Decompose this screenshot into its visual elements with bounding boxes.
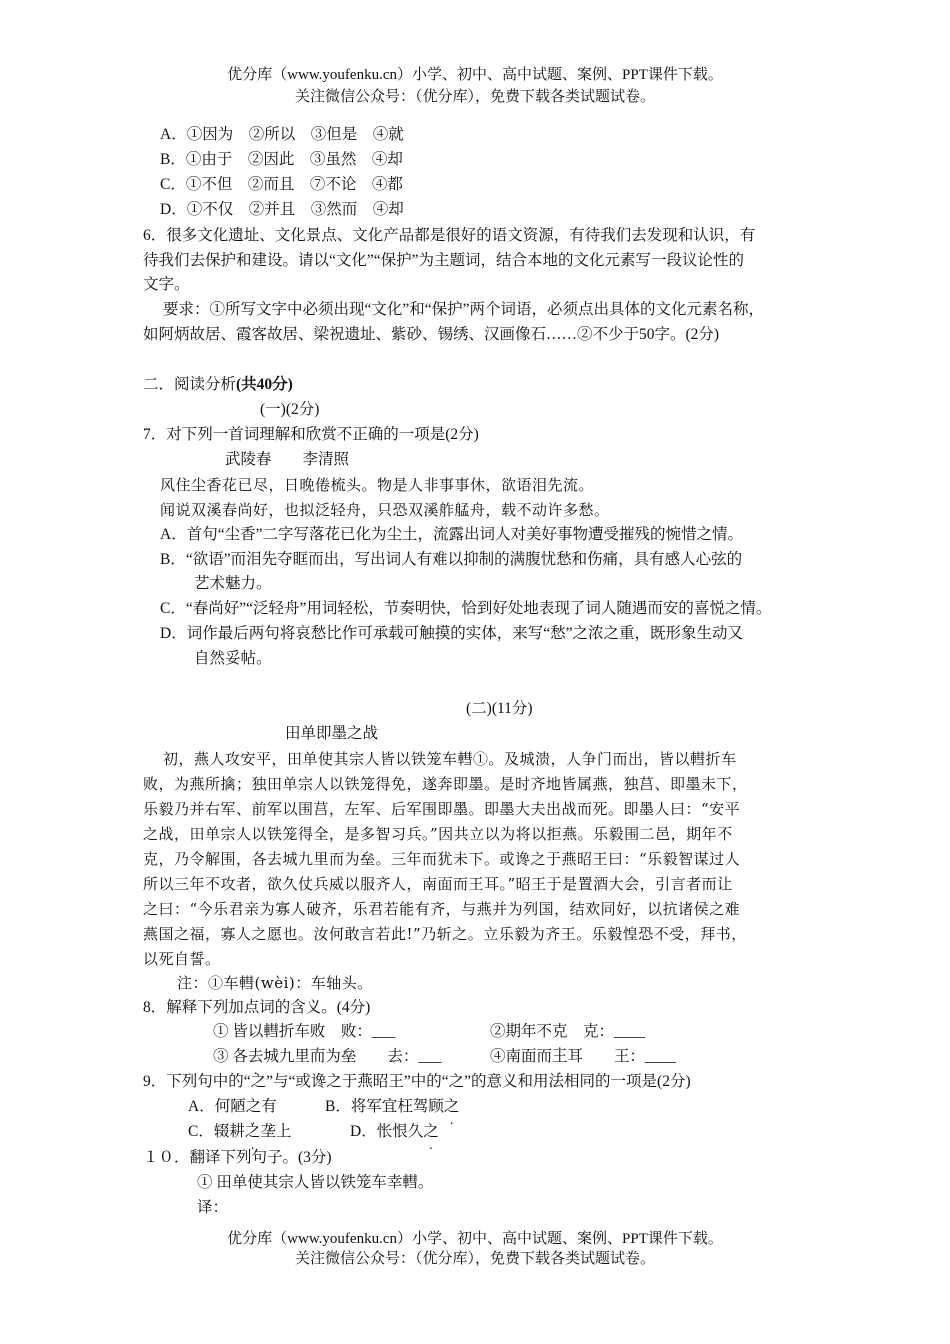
- passage-line: 燕国之福，寡人之愿也。汝何敢言若此!”乃斩之。立乐毅为齐王。乐毅惶恐不受，拜书，: [143, 925, 747, 943]
- q6-line-1: 6．很多文化遗址、文化景点、文化产品都是很好的语文资源，有待我们去发现和认识，有: [143, 227, 756, 244]
- q5-option-c: C．①不但 ②而且 ⑦不论 ④都: [160, 176, 403, 193]
- q10-translate-label: 译：: [197, 1199, 229, 1216]
- q9-option-b: [325, 1096, 459, 1118]
- footer-line-2: 关注微信公众号：（优分库），免费下载各类试题试卷。: [294, 1251, 655, 1267]
- part-1-heading: (一)(2分): [260, 401, 320, 418]
- part-2-heading: (二)(11分): [466, 700, 533, 717]
- dotted-word: 之: [245, 1098, 262, 1115]
- q8-item-1-answer: 败：___: [325, 1023, 396, 1040]
- passage-line: 之战，田单宗人以铁笼得全，是多智习兵。”因共立以为将以拒燕。乐毅围二邑，期年不: [143, 825, 733, 843]
- q7-option-c: C．“春尚好”“泛轻舟”用词轻松，节奏明快，恰到好处地表现了词人随遇而安的喜悦之情。: [160, 600, 772, 617]
- section-2-title: [143, 374, 293, 396]
- dotted-word: 之: [443, 1098, 460, 1115]
- passage-line: 以死自誓。: [143, 950, 221, 968]
- poem-title: 武陵春 李清照: [225, 451, 350, 468]
- q8-item-2-text: ②期年不: [490, 1023, 553, 1040]
- q7-stem: 7．对下列一首词理解和欣赏不正确的一项是(2分): [143, 426, 479, 443]
- header-line-2: 关注微信公众号：（优分库），免费下载各类试题试卷。: [294, 89, 655, 105]
- passage-line: 败，为燕所擒；独田单宗人以铁笼得免，遂奔即墨。是时齐地皆属燕，独莒、即墨未下，: [143, 775, 748, 793]
- poem-line-2: 闻说双溪春尚好，也拟泛轻舟，只恐双溪舴艋舟，载不动许多愁。: [160, 501, 610, 519]
- passage-line: 初，燕人攻安平，田单使其宗人皆以铁笼车轊①。及城溃，人争门而出，皆以轊折车: [163, 750, 737, 768]
- q9-option-a-tail: 有: [261, 1098, 277, 1115]
- q9-stem: 9．下列句中的“之”与“或谗之于燕昭王”中的“之”的意义和用法相同的一项是(2分): [143, 1073, 691, 1090]
- poem-line-1: 风住尘香花已尽，日晚倦梳头。物是人非事事休，欲语泪先流。: [160, 476, 595, 494]
- section-2-title-text: 二．阅读分析: [143, 376, 237, 393]
- q8-item-4-text: ④南面而: [490, 1048, 553, 1065]
- q7-option-b-line-1: B．“欲语”而泪先夺眶而出，写出词人有难以抑制的满腹忧愁和伤痛，具有感人心弦的: [160, 551, 743, 568]
- footer-line-1: 优分库（www.youfenku.cn）小学、初中、高中试题、案例、PPT课件下载。: [227, 1231, 723, 1247]
- q8-item-3: [213, 1046, 442, 1068]
- q6-line-3: 文字。: [143, 276, 190, 293]
- q8-item-4: [490, 1046, 676, 1068]
- q9-option-d-text: D．怅恨久: [350, 1123, 424, 1140]
- dotted-word: 王: [552, 1048, 568, 1065]
- q8-item-1: [213, 1021, 395, 1043]
- q5-option-b: B．①由于 ②因此 ③虽然 ④却: [160, 151, 403, 168]
- dotted-word: 之: [244, 1123, 261, 1140]
- q10-stem: １０．翻译下列句子。(3分): [143, 1149, 332, 1166]
- q9-option-c: [188, 1121, 291, 1143]
- passage-line: 乐毅乃并右军、前军以围莒，左军、后军围即墨。即墨大夫出战而死。即墨人曰：“安平: [143, 800, 741, 818]
- q5-option-d: D．①不仅 ②并且 ③然而 ④却: [160, 201, 404, 218]
- q8-item-3-answer: 城九里而为垒 去：___: [263, 1048, 442, 1065]
- passage-line: 之曰：“今乐君亲为寡人破齐，乐君若能有齐，与燕并为列国，结欢同好，以抗诸侯之难: [143, 900, 741, 918]
- dotted-word: 去: [247, 1048, 264, 1065]
- q9-option-b-text: B．将军宜枉驾顾: [325, 1098, 444, 1115]
- q6-requirement-2: 如阿炳故居、霞客故居、梁祝遗址、紫砂、锡绣、汉画像石……②不少于50字。(2分): [143, 326, 720, 343]
- passage-line: 所以三年不攻者，欲久仗兵威以服齐人，南面而王耳。”昭王于是置酒大会，引言者而让: [143, 875, 733, 893]
- q7-option-d-line-2: 自然妥帖。: [194, 650, 272, 667]
- q8-item-1-text: ① 皆以轊折车: [213, 1023, 310, 1040]
- dotted-word: 克: [552, 1023, 568, 1040]
- q6-requirement-1: 要求：①所写文字中必须出现“文化”和“保护”两个词语，必须点出具体的文化元素名称，: [163, 301, 765, 318]
- dotted-word: 之: [423, 1123, 439, 1140]
- q6-line-2: 待我们去保护和建设。请以“文化”“保护”为主题词，结合本地的文化元素写一段议论性的: [143, 252, 745, 269]
- q7-option-b-line-2: 艺术魅力。: [194, 575, 272, 592]
- q9-option-a-text: A．何陋: [188, 1098, 246, 1115]
- q7-option-d-line-1: D．词作最后两句将哀愁比作可承载可触摸的实体，来写“愁”之浓之重，既形象生动又: [160, 625, 743, 642]
- q8-item-4-answer: 耳 王：____: [567, 1048, 677, 1065]
- q9-option-c-text: C．辍耕: [188, 1123, 245, 1140]
- q8-item-2: [490, 1021, 645, 1043]
- q8-item-2-answer: 克：____: [567, 1023, 646, 1040]
- passage-note: 注：①车轊(wèi)：车轴头。: [177, 974, 373, 992]
- q10-item-1: ① 田单使其宗人皆以铁笼车幸轊。: [197, 1174, 434, 1191]
- q9-option-c-tail: 垄上: [260, 1123, 292, 1140]
- header-line-1: 优分库（www.youfenku.cn）小学、初中、高中试题、案例、PPT课件下载。: [227, 67, 723, 83]
- q8-stem: 8．解释下列加点词的含义。(4分): [143, 999, 371, 1016]
- passage-line: 克，乃令解围，各去城九里而为垒。三年而犹未下。或谗之于燕昭王曰：“乐毅智谋过人: [143, 850, 741, 868]
- q7-option-a: A．首句“尘香”二字写落花已化为尘土，流露出词人对美好事物遭受摧残的惋惜之情。: [160, 526, 743, 543]
- section-2-score: (共40分): [236, 376, 293, 393]
- dotted-word: 败: [309, 1023, 326, 1040]
- q8-item-3-text: ③ 各: [213, 1048, 248, 1065]
- q9-option-a: [188, 1096, 277, 1118]
- q9-option-d: [350, 1121, 439, 1143]
- passage-title: 田单即墨之战: [285, 725, 379, 742]
- q5-option-a: A．①因为 ②所以 ③但是 ④就: [160, 126, 404, 143]
